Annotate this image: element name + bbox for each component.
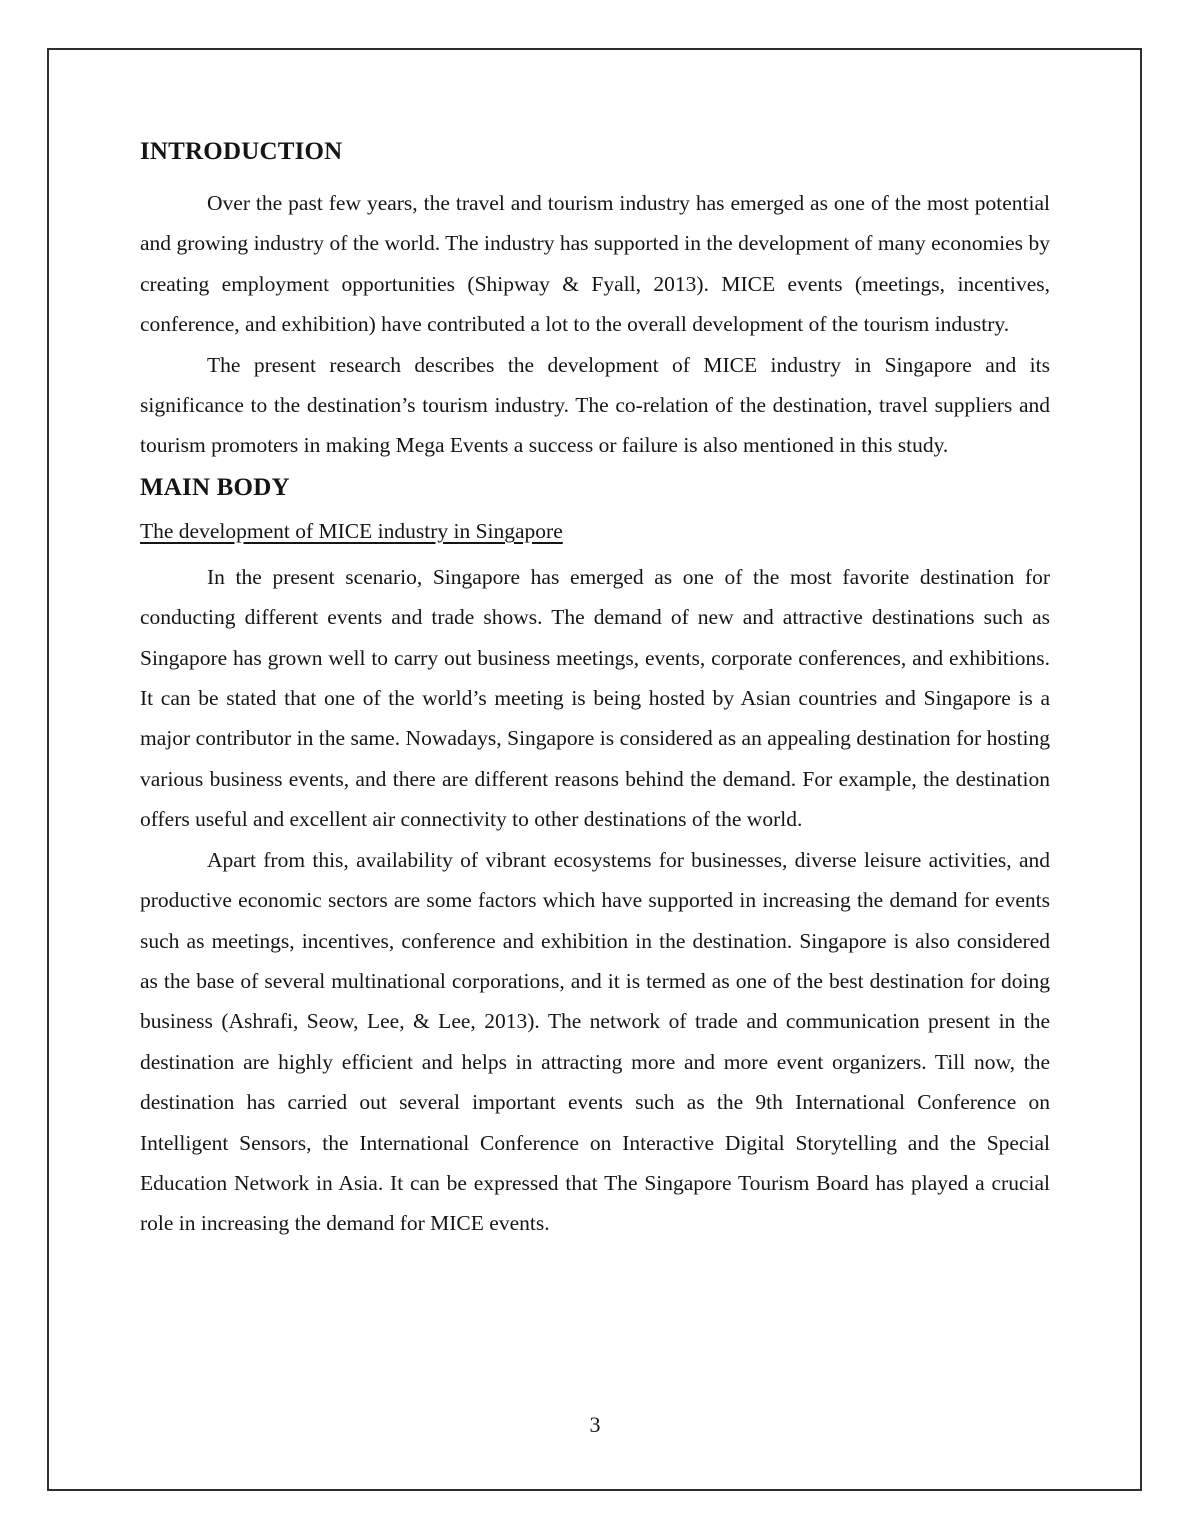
main-body-paragraph-1: In the present scenario, Singapore has emerged as one of the most favorite destination for conducting different events and trade shows. The demand of new and attractive destinations such as Singapore has grown well to carry out business meetings, events, corporate conferences, and exhibitions. It can be stated that one of the world’s meeting is being hosted by Asian countries and Singapore is a major contributor in the same. Nowadays, Singapore is considered as an appealing destination for hosting various business events, and there are different reasons behind the demand. For example, the destination offers useful and excellent air connectivity to other destinations of the world.	[140, 564, 1050, 832]
section-heading-main-body: MAIN BODY	[140, 473, 290, 501]
document-body	[140, 136, 1050, 1244]
page-number: 3	[589, 1412, 601, 1437]
section-heading-introduction: INTRODUCTION	[140, 138, 343, 165]
main-body-paragraph-2: Apart from this, availability of vibrant ecosystems for businesses, diverse leisure activities, and productive economic sectors are some factors which have supported in increasing the demand for events such as meetings, incentives, conference and exhibition in the destination. Singapore is also considered as the base of several multinational corporations, and it is termed as one of the best destination for doing business (Ashrafi, Seow, Lee, & Lee, 2013). The network of trade and communication present in the destination are highly efficient and helps in attracting more and more event organizers. Till now, the destination has carried out several important events such as the 9th International Conference on Intelligent Sensors, the International Conference on Interactive Digital Storytelling and the Special Education Network in Asia. It can be expressed that The Singapore Tourism Board has played a crucial role in increasing the demand for MICE events.	[140, 847, 1050, 1236]
subsection-heading-mice-development: The development of MICE industry in Singapore	[140, 518, 563, 543]
intro-paragraph-1: Over the past few years, the travel and tourism industry has emerged as one of the most potential and growing industry of the world. The industry has supported in the development of many economies by creating employment opportunities (Shipway & Fyall, 2013). MICE events (meetings, incentives, conference, and exhibition) have contributed a lot to the overall development of the tourism industry.	[140, 191, 1050, 337]
intro-paragraph-2: The present research describes the development of MICE industry in Singapore and its significance to the destination’s tourism industry. The co-relation of the destination, travel suppliers and tourism promoters in making Mega Events a success or failure is also mentioned in this study.	[140, 352, 1050, 458]
